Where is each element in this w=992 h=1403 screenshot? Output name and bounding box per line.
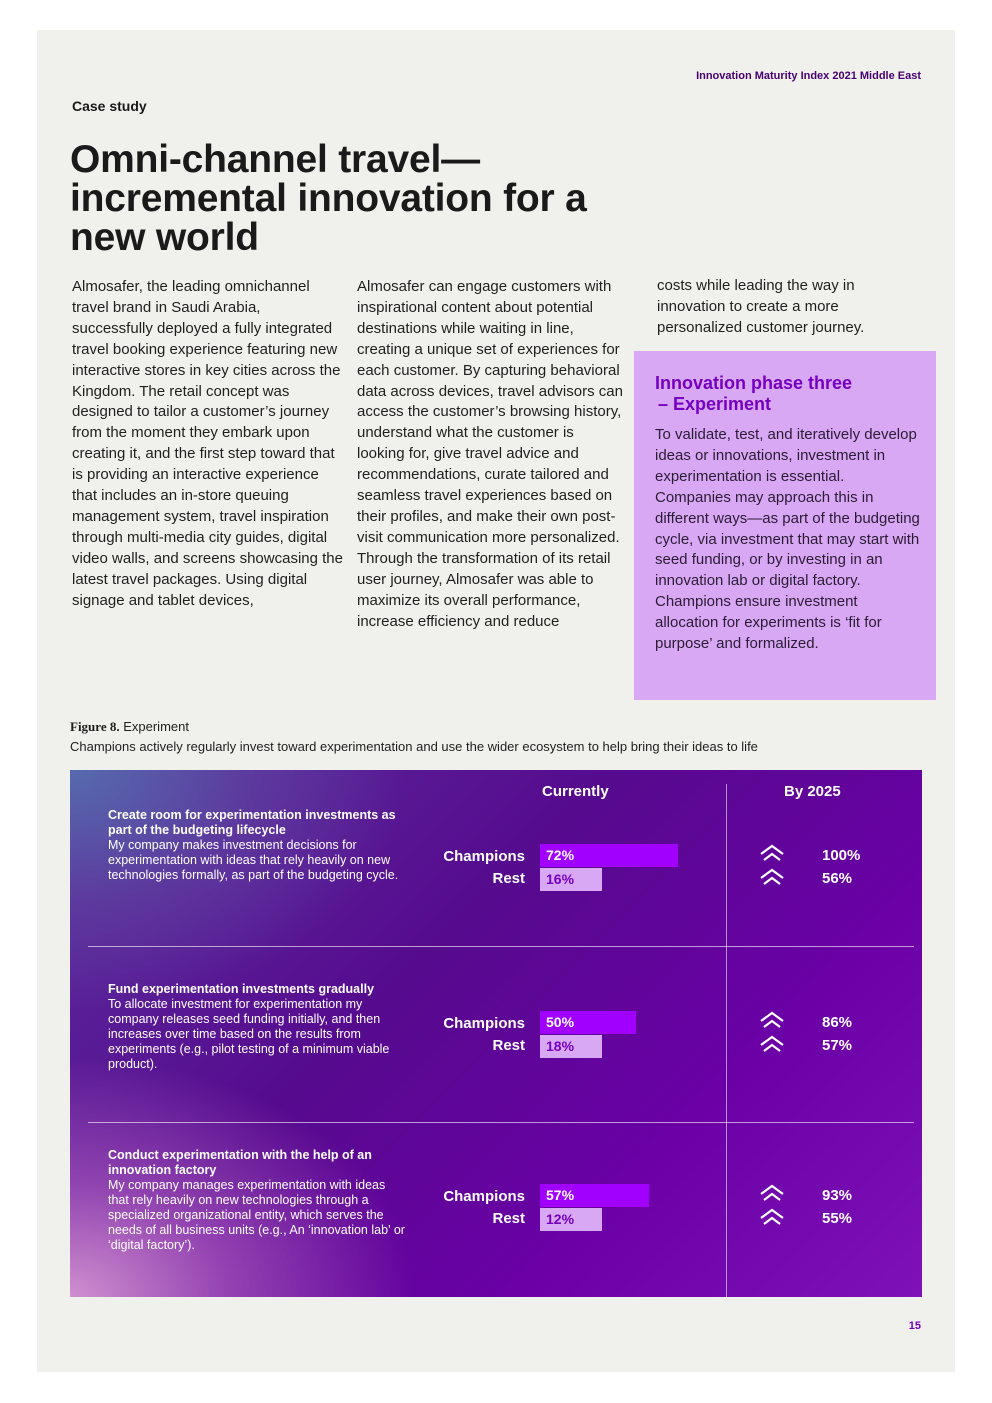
- running-title: Innovation Maturity Index 2021 Middle East: [696, 70, 921, 82]
- body-column-3: costs while leading the way in innovation to create a more personalized customer journey.: [657, 277, 865, 336]
- page-title: Omni-channel travel— incremental innovation for a new world: [70, 138, 587, 259]
- rest-2025-value: 57%: [822, 1037, 853, 1054]
- row-text: My company manages experimentation with ideas that rely heavily on new technologies through a specialized organizational entity, which serves the needs of all business units (e.g., An ‘innovation lab’ or ‘digital factory’).: [108, 1178, 405, 1252]
- row-title: Conduct experimentation with the help of an innovation factory: [108, 1148, 372, 1177]
- chart-row: [70, 1122, 922, 1292]
- champions-label: Champions: [443, 848, 525, 865]
- champions-label: Champions: [443, 1188, 525, 1205]
- eyebrow-label: Case study: [72, 98, 147, 114]
- callout-heading: [655, 373, 922, 415]
- champions-2025-value: 86%: [822, 1014, 853, 1031]
- figure-subcaption: Champions actively regularly invest toward experimentation and use the wider ecosystem to help bring their ideas to life: [70, 739, 758, 754]
- champions-2025-value: 100%: [822, 847, 861, 864]
- champions-bar: 57%: [540, 1184, 649, 1207]
- champions-2025-value: 93%: [822, 1187, 853, 1204]
- double-chevron-up-icon: [759, 1208, 785, 1226]
- double-chevron-up-icon: [759, 1011, 785, 1029]
- page-number: 15: [908, 1320, 921, 1332]
- double-chevron-up-icon: [759, 1035, 785, 1053]
- rest-2025-value: 55%: [822, 1210, 853, 1227]
- callout-heading-line-2: – Experiment: [658, 394, 772, 414]
- rest-bar: 16%: [540, 868, 602, 891]
- row-title: Fund experimentation investments gradually: [108, 982, 375, 996]
- champions-label: Champions: [443, 1015, 525, 1032]
- figure-caption: [70, 719, 189, 735]
- rest-label: Rest: [492, 870, 525, 887]
- row-description: [108, 982, 408, 1072]
- champions-bar: 72%: [540, 844, 678, 867]
- callout-text: To validate, test, and iteratively develop ideas or innovations, investment in experimentation is essential. Companies may approach this in different ways—as part of the budgeting cycle, via investment that may start with seed funding, or by investing in an innovation lab or digital factory. Champions ensure investment allocation for experiments is ‘fit for purpose’ and formalized.: [655, 426, 920, 653]
- body-column-2: Almosafer can engage customers with inspirational content about potential destinations while waiting in line, creating a unique set of experiences for each customer. By capturing behavioral data across devices, travel advisors can access the customer’s browsing history, understand what the customer is looking for, give travel advice and recommendations, curate tailored and seamless travel experiences based on their profiles, and make their own post-visit communication more personalized. Through the transformation of its retail user journey, Almosafer was able to maximize its overall performance, increase efficiency and reduce: [357, 278, 623, 630]
- rest-label: Rest: [492, 1210, 525, 1227]
- page: [37, 30, 955, 1372]
- body-column-1: Almosafer, the leading omnichannel travel brand in Saudi Arabia, successfully deployed a fully integrated travel booking experience featuring new interactive stores in key cities across the Kingdom. The retail concept was designed to tailor a customer’s journey from the moment they embark upon creating it, and the first step toward that is providing an interactive experience that includes an in-store queuing management system, travel inspiration through multi-media city guides, digital video walls, and screens showcasing the latest travel packages. Using digital signage and tablet devices,: [72, 278, 343, 609]
- figure-name: Experiment: [123, 719, 189, 734]
- row-text: My company makes investment decisions for experimentation with ideas that rely heavily on new technologies formally, as part of the budgeting cycle.: [108, 838, 399, 882]
- chart-row: [70, 946, 922, 1116]
- rest-bar: 12%: [540, 1208, 602, 1231]
- champions-bar: 50%: [540, 1011, 636, 1034]
- row-description: [108, 808, 408, 883]
- experiment-chart: [70, 770, 922, 1297]
- rest-bar: 18%: [540, 1035, 602, 1058]
- callout-box: [634, 351, 936, 700]
- double-chevron-up-icon: [759, 844, 785, 862]
- row-title: Create room for experimentation investments as part of the budgeting lifecycle: [108, 808, 396, 837]
- row-text: To allocate investment for experimentation my company releases seed funding initially, and then increases over time based on the results from experiments (e.g., pilot testing of a minimum viable product).: [108, 997, 390, 1071]
- figure-label: Figure 8.: [70, 719, 120, 734]
- rest-label: Rest: [492, 1037, 525, 1054]
- callout-heading-line-1: Innovation phase three: [655, 373, 853, 393]
- chart-row: [70, 770, 922, 940]
- double-chevron-up-icon: [759, 1184, 785, 1202]
- column-header-currently: Currently: [542, 783, 609, 800]
- rest-2025-value: 56%: [822, 870, 853, 887]
- double-chevron-up-icon: [759, 868, 785, 886]
- row-description: [108, 1148, 408, 1253]
- column-header-2025: By 2025: [784, 783, 841, 800]
